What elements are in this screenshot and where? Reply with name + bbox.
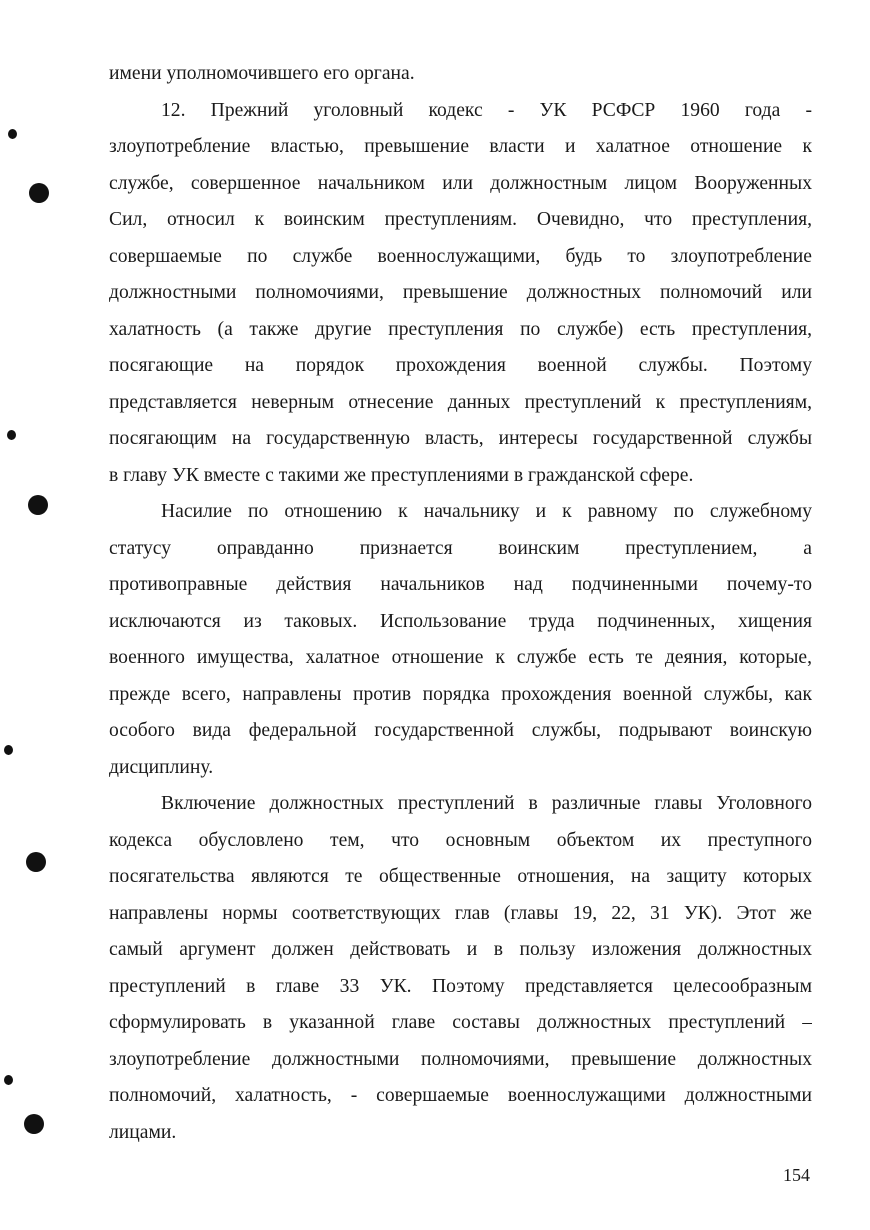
punch-hole-mark: [8, 129, 17, 139]
page-number: 154: [783, 1165, 810, 1185]
paragraph-first-line: Насилие по отношению к начальнику и к равному по служебному: [161, 501, 812, 522]
text-line: направлены нормы соответствующих глав (главы 19, 22, 31 УК). Этот же: [109, 902, 812, 924]
text-line: дисциплину.: [109, 756, 214, 778]
text-line: злоупотребление властью, превышение власти и халатное отношение к: [109, 136, 812, 157]
text-line: сформулировать в указанной главе составы должностных преступлений –: [109, 1012, 812, 1033]
text-line: лицами.: [109, 1121, 177, 1143]
text-line: должностными полномочиями, превышение должностных полномочий или: [109, 282, 812, 303]
text-line: статусу оправданно признается воинским преступлением, а: [109, 537, 812, 559]
text-line: посягающие на порядок прохождения военной службы. Поэтому: [109, 355, 812, 376]
text-line: службе, совершенное начальником или должностным лицом Вооруженных: [109, 172, 812, 194]
punch-hole-mark: [4, 1075, 13, 1085]
text-line: представляется неверным отнесение данных преступлений к преступлениям,: [109, 391, 812, 413]
text-line: полномочий, халатность, - совершаемые военнослужащими должностными: [109, 1085, 812, 1106]
paragraph-first-line: 12. Прежний уголовный кодекс - УК РСФСР 1960 года -: [161, 99, 812, 121]
text-line: самый аргумент должен действовать и в пользу изложения должностных: [109, 939, 812, 960]
text-line: прежде всего, направлены против порядка прохождения военной службы, как: [109, 683, 812, 705]
punch-hole-mark: [7, 430, 16, 440]
text-line: преступлений в главе 33 УК. Поэтому представляется целесообразным: [109, 975, 812, 997]
punch-hole-mark: [28, 495, 48, 515]
text-line: военного имущества, халатное отношение к службе есть те деяния, которые,: [109, 647, 812, 668]
text-line: злоупотребление должностными полномочиями, превышение должностных: [109, 1048, 812, 1070]
text-line: кодекса обусловлено тем, что основным объектом их преступного: [109, 829, 812, 851]
punch-hole-mark: [26, 852, 46, 872]
text-line: особого вида федеральной государственной службы, подрывают воинскую: [109, 720, 812, 741]
punch-hole-mark: [29, 183, 49, 203]
text-line: посягательства являются те общественные отношения, на защиту которых: [109, 866, 812, 887]
text-line: Сил, относил к воинским преступлениям. Очевидно, что преступления,: [109, 209, 812, 230]
text-line: совершаемые по службе военнослужащими, будь то злоупотребление: [109, 245, 812, 267]
text-line: посягающим на государственную власть, интересы государственной службы: [109, 428, 812, 449]
punch-hole-mark: [4, 745, 13, 755]
paragraph-first-line: Включение должностных преступлений в различные главы Уголовного: [161, 793, 812, 814]
body-text: [109, 56, 812, 1151]
text-line: халатность (а также другие преступления по службе) есть преступления,: [109, 318, 812, 340]
text-line: в главу УК вместе с такими же преступлениями в гражданской сфере.: [109, 464, 694, 486]
text-line: имени уполномочившего его органа.: [109, 63, 415, 84]
text-line: исключаются из таковых. Использование труда подчиненных, хищения: [109, 610, 812, 632]
punch-hole-mark: [24, 1114, 44, 1134]
text-line: противоправные действия начальников над подчиненными почему-то: [109, 574, 812, 595]
